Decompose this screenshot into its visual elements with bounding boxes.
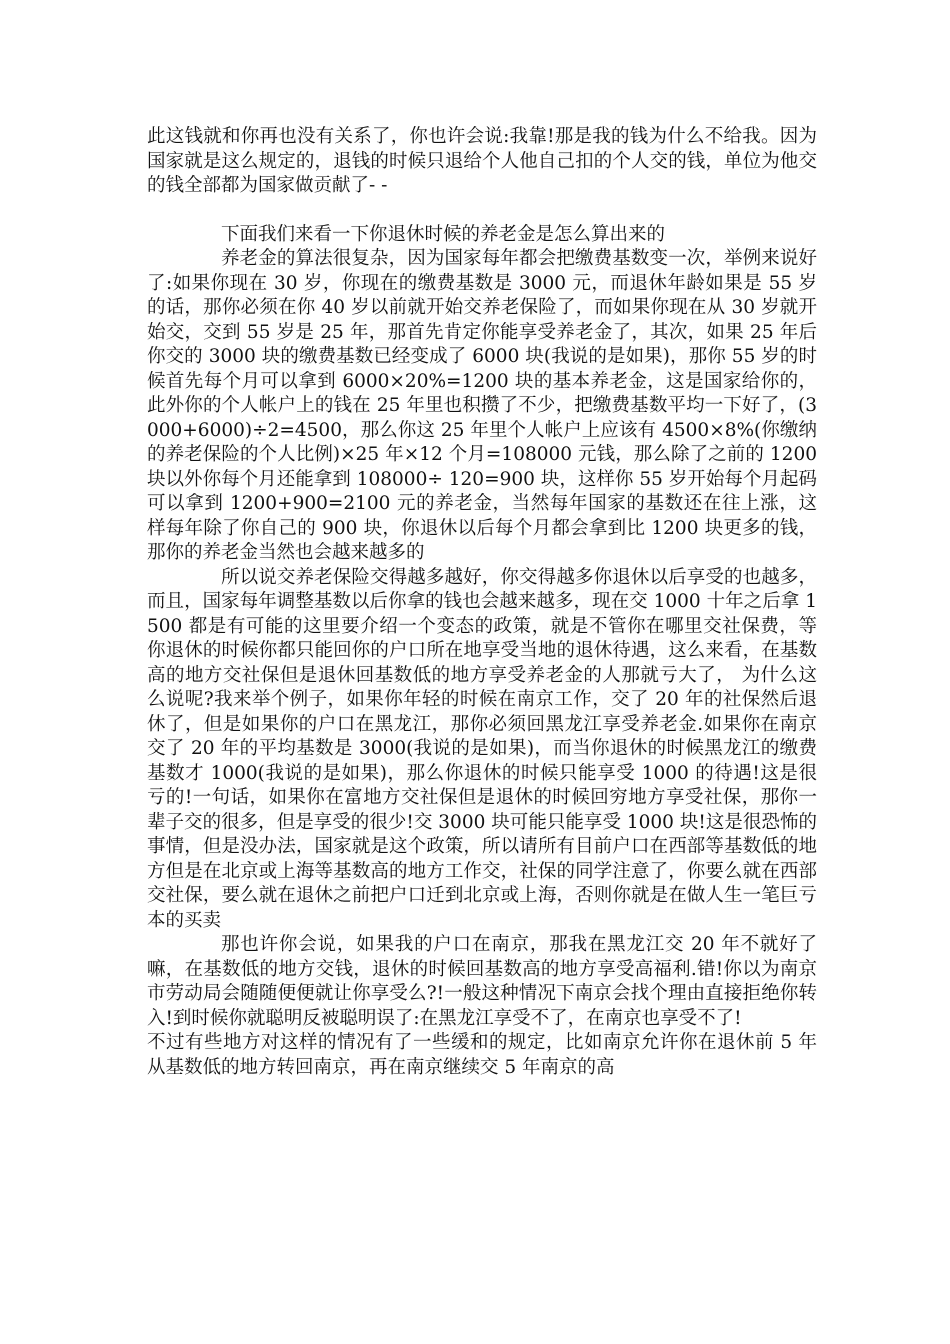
paragraph-nanjing-example: 那也许你会说，如果我的户口在南京，那我在黑龙江交 20 年不就好了嘛，在基数低的地方交钱，退休的时候回基数高的地方享受高福利.错!你以为南京市劳动局会随随便便就让你享受么?!一般这种情况下南京会找个理由直接拒绝你转入!到时候你就聪明反被聪明误了:在黑龙江享受不了，在南京也享受不了! xyxy=(147,934,817,1029)
paragraph-refund-rule: 此这钱就和你再也没有关系了，你也许会说:我靠!那是我的钱为什么不给我。因为国家就是这么规定的，退钱的时候只退给个人他自己扣的个人交的钱，单位为他交的钱全部都为国家做贡献了- - xyxy=(147,126,817,196)
paragraph-pension-algorithm: 养老金的算法很复杂，因为国家每年都会把缴费基数变一次，举例来说好了:如果你现在 30 岁，你现在的缴费基数是 3000 元，而退休年龄如果是 55 岁的话，那你必须在你 40 岁以前就开始交养老保险了，而如果你现在从 30 岁就开始交，交到 55 岁是 25 年，那首先肯定你能享受养老金了，其次，如果 25 年后你交的 3000 块的缴费基数已经变成了 6000 块(我说的是如果)，那你 55 岁的时候首先每个月可以拿到 6000×20%=1200 块的基本养老金，这是国家给你的，此外你的个人帐户上的钱在 25 年里也积攒了不少，把缴费基数平均一下好了，(3000+6000)÷2=4500，那么你这 25 年里个人帐户上应该有 4500×8%(你缴纳的养老保险的个人比例)×25 年×12 个月=108000 元钱，那么除了之前的 1200 块以外你每个月还能拿到 108000÷ 120=900 块，这样你 55 岁开始每个月起码可以拿到 1200+900=2100 元的养老金，当然每年国家的基数还在往上涨，这样每年除了你自己的 900 块，你退休以后每个月都会拿到比 1200 块更多的钱，那你的养老金当然也会越来越多的 xyxy=(147,248,817,563)
document-page xyxy=(147,125,817,1080)
paragraph-special-rules: 不过有些地方对这样的情况有了一些缓和的规定，比如南京允许你在退休前 5 年从基数低的地方转回南京，再在南京继续交 5 年南京的高 xyxy=(147,1032,817,1078)
paragraph-intro-calculation: 下面我们来看一下你退休时候的养老金是怎么算出来的 xyxy=(221,223,666,245)
paragraph-gap xyxy=(147,199,817,223)
paragraph-pay-more-benefit: 所以说交养老保险交得越多越好，你交得越多你退休以后享受的也越多，而且，国家每年调整基数以后你拿的钱也会越来越多，现在交 1000 十年之后拿 1500 都是有可能的这里要介绍一个变态的政策，就是不管你在哪里交社保费，等你退休的时候你都只能回你的户口所在地享受当地的退休待遇，这么来看，在基数高的地方交社保但是退休回基数低的地方享受养老金的人那就亏大了， 为什么这么说呢?我来举个例子，如果你年轻的时候在南京工作，交了 20 年的社保然后退休了，但是如果你的户口在黑龙江，那你必须回黑龙江享受养老金.如果你在南京交了 20 年的平均基数是 3000(我说的是如果)，而当你退休的时候黑龙江的缴费基数才 1000(我说的是如果)，那么你退休的时候只能享受 1000 的待遇!这是很亏的!一句话，如果你在富地方交社保但是退休的时候回穷地方享受社保，那你一辈子交的很多，但是享受的很少!交 3000 块可能只能享受 1000 块!这是很恐怖的事情，但是没办法，国家就是这个政策，所以请所有目前户口在西部等基数低的地方但是在北京或上海等基数高的地方工作交，社保的同学注意了，你要么就在西部交社保，要么就在退休之前把户口迁到北京或上海，否则你就是在做人生一笔巨亏本的买卖 xyxy=(147,566,817,931)
